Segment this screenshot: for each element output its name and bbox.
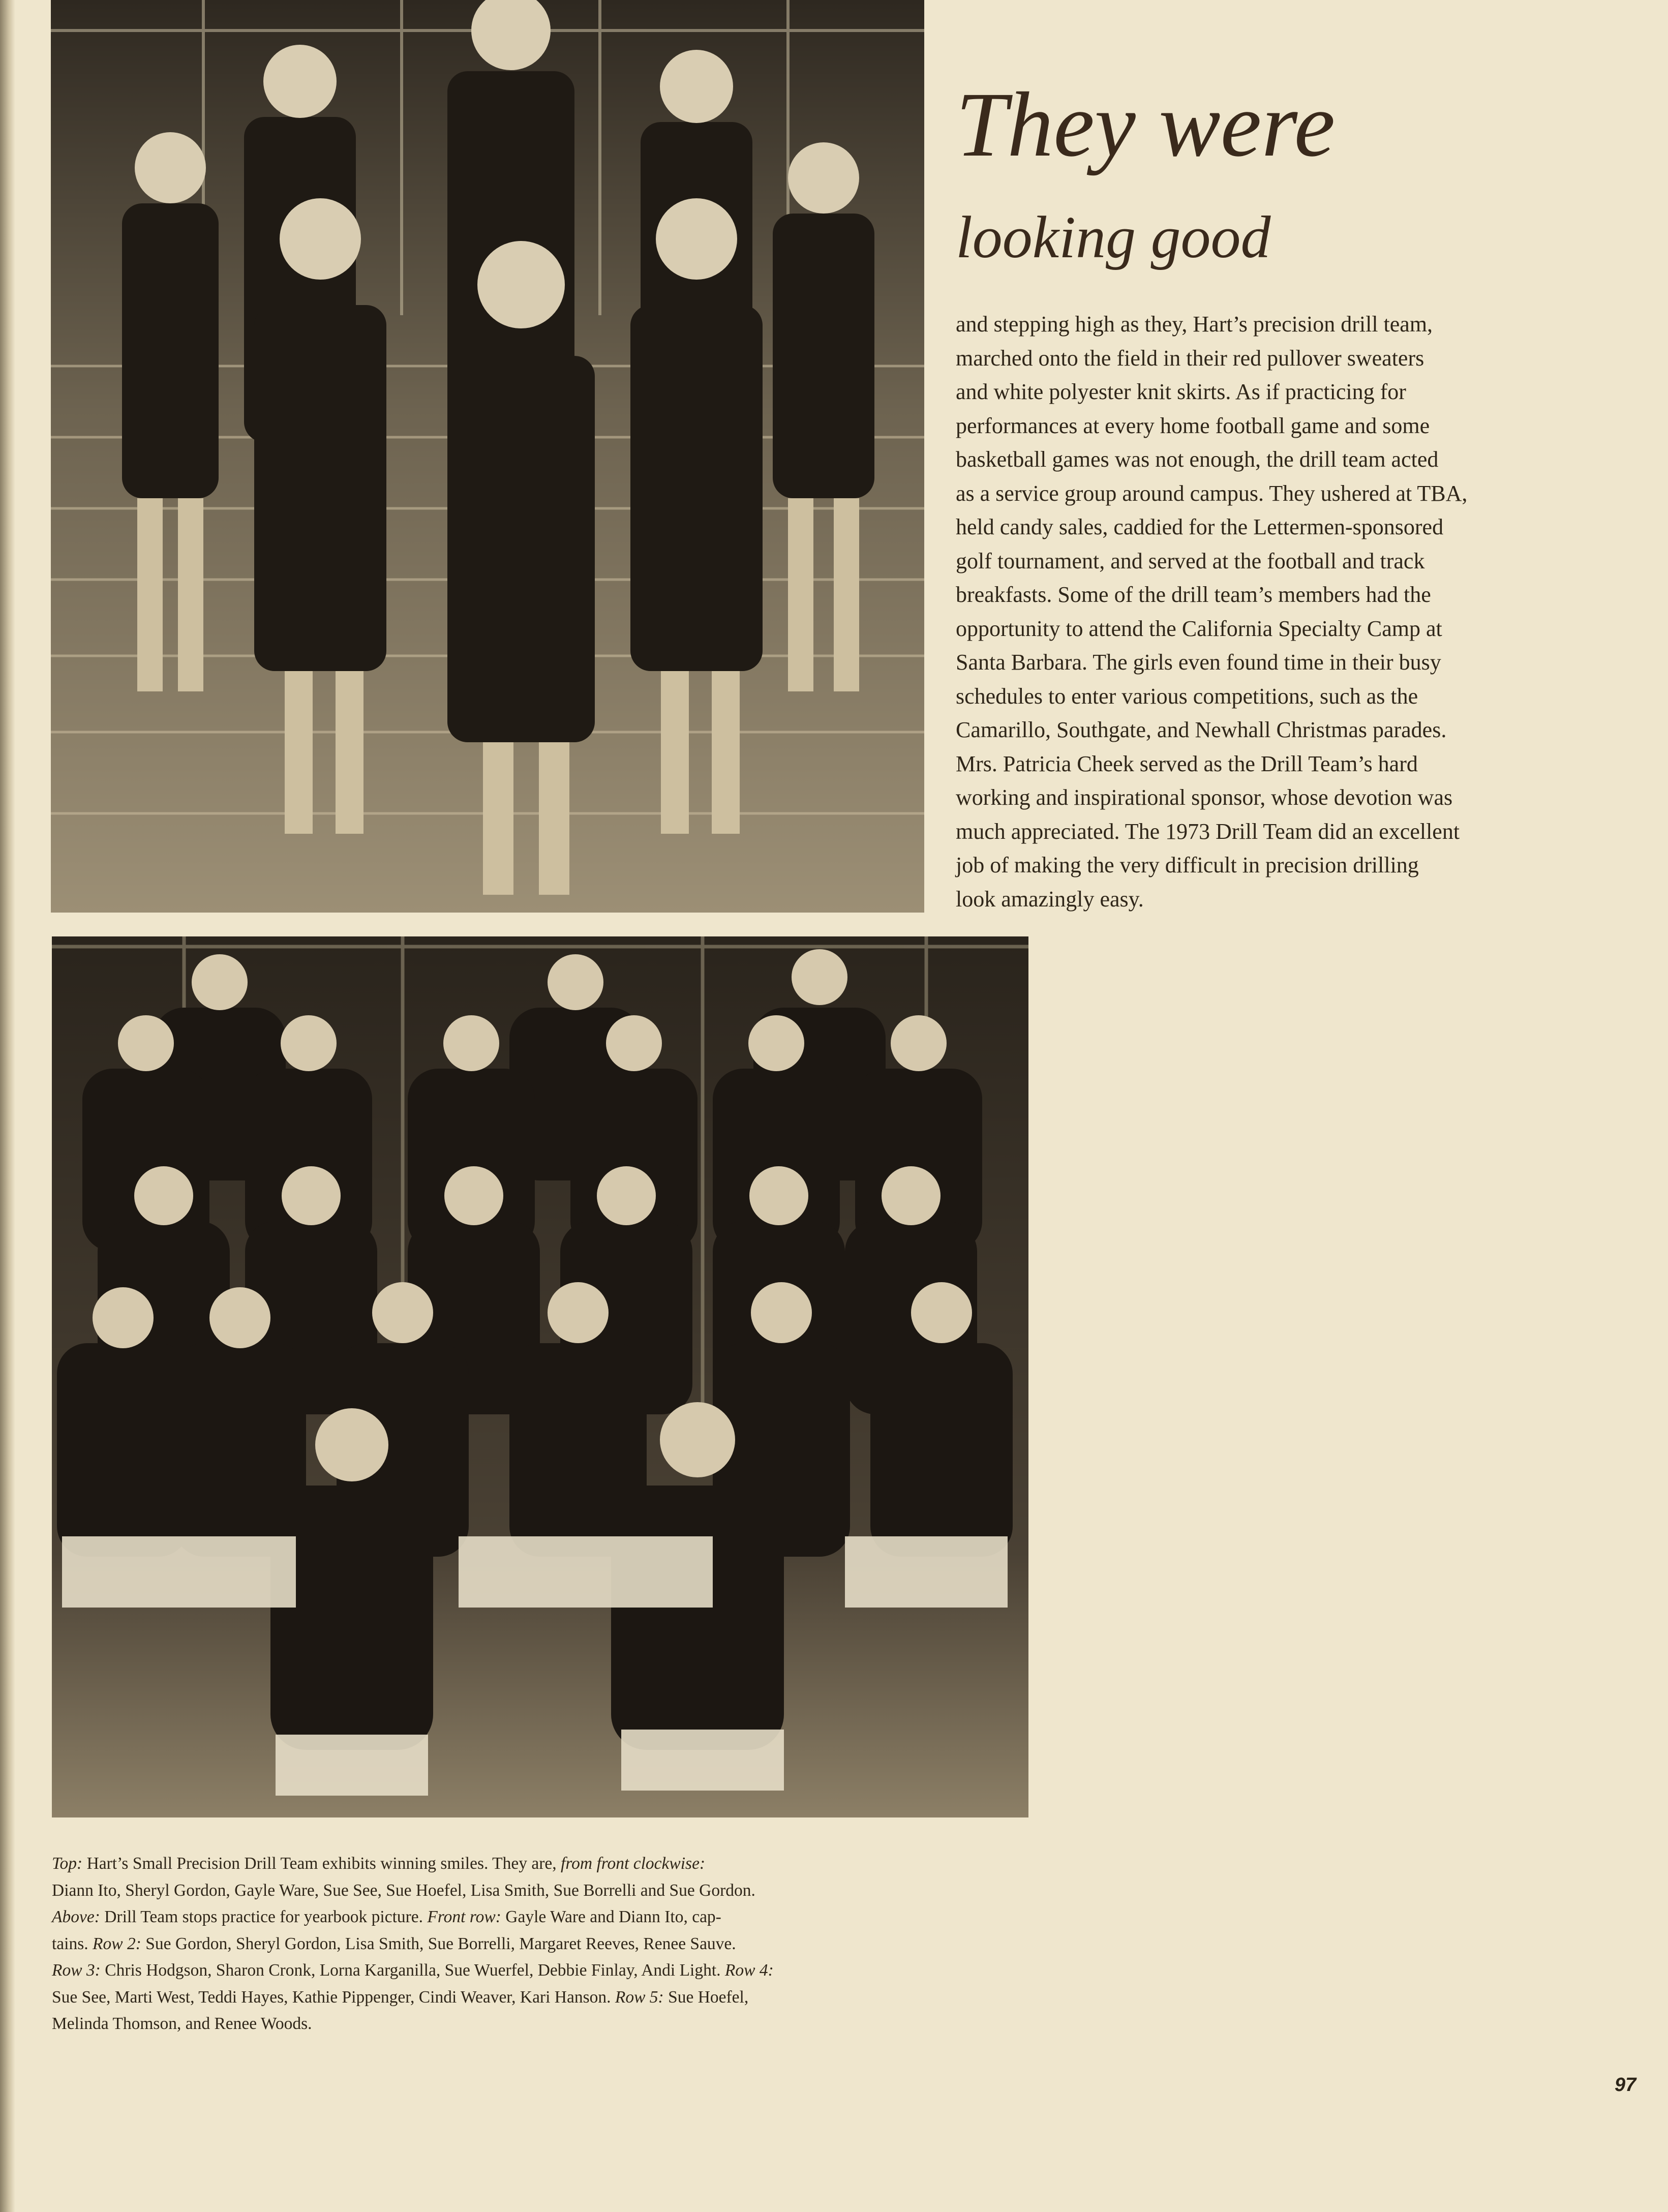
caption-label: Top:: [52, 1854, 83, 1873]
caption-line: Diann Ito, Sheryl Gordon, Gayle Ware, Sue See, Sue Hoefel, Lisa Smith, Sue Borrelli and Sue Gordon.: [52, 1881, 755, 1900]
caption-line: Top: Hart’s Small Precision Drill Team exhibits winning smiles. They are, from front clockwise:: [52, 1854, 706, 1873]
story-line: job of making the very difficult in precision drilling: [956, 853, 1419, 877]
story-line: and white polyester knit skirts. As if practicing for: [956, 379, 1406, 404]
story-line: Santa Barbara. The girls even found time in their busy: [956, 650, 1441, 675]
caption-label: Above:: [52, 1907, 100, 1926]
story-line: much appreciated. The 1973 Drill Team did an excellent: [956, 819, 1460, 844]
caption-line: Above: Drill Team stops practice for yearbook picture. Front row: Gayle Ware and Diann Ito, cap-: [52, 1907, 721, 1926]
story-line: working and inspirational sponsor, whose devotion was: [956, 785, 1453, 810]
story-line: breakfasts. Some of the drill team’s members had the: [956, 582, 1431, 607]
page-number: 97: [1615, 2074, 1636, 2096]
small-drill-team-photo-illustration: [51, 0, 924, 913]
story-line: Camarillo, Southgate, and Newhall Christmas parades.: [956, 717, 1447, 742]
full-drill-team-photo-illustration: [52, 936, 1028, 1817]
story-line: opportunity to attend the California Specialty Camp at: [956, 616, 1442, 641]
caption-line: Sue See, Marti West, Teddi Hayes, Kathie Pippenger, Cindi Weaver, Kari Hanson. Row 5: Sue Hoefel,: [52, 1987, 749, 2007]
story-line: held candy sales, caddied for the Lettermen-sponsored: [956, 514, 1444, 539]
full-drill-team-photo: [52, 936, 1028, 1817]
photo-caption: [52, 1851, 1018, 2038]
page-gutter-shadow: [0, 0, 15, 2212]
story-text: [956, 308, 1581, 916]
small-drill-team-photo: [51, 0, 924, 913]
story-line: as a service group around campus. They ushered at TBA,: [956, 480, 1468, 506]
story-line: schedules to enter various competitions, such as the: [956, 683, 1418, 709]
story-line: basketball games was not enough, the drill team acted: [956, 447, 1439, 472]
headline: They were: [956, 74, 1336, 176]
caption-line: tains. Row 2: Sue Gordon, Sheryl Gordon, Lisa Smith, Sue Borrelli, Margaret Reeves, Renee Sauve.: [52, 1934, 736, 1953]
story-line: and stepping high as they, Hart’s precision drill team,: [956, 312, 1433, 337]
story-line: marched onto the field in their red pullover sweaters: [956, 345, 1424, 371]
caption-line: Row 3: Chris Hodgson, Sharon Cronk, Lorna Karganilla, Sue Wuerfel, Debbie Finlay, Andi Light. Row 4:: [52, 1961, 774, 1980]
caption-line: Melinda Thomson, and Renee Woods.: [52, 2014, 312, 2033]
story-line: look amazingly easy.: [956, 886, 1144, 912]
story-line: performances at every home football game and some: [956, 413, 1430, 438]
subheadline: looking good: [956, 204, 1271, 270]
story-line: Mrs. Patricia Cheek served as the Drill Team’s hard: [956, 751, 1418, 776]
story-line: golf tournament, and served at the football and track: [956, 548, 1425, 573]
